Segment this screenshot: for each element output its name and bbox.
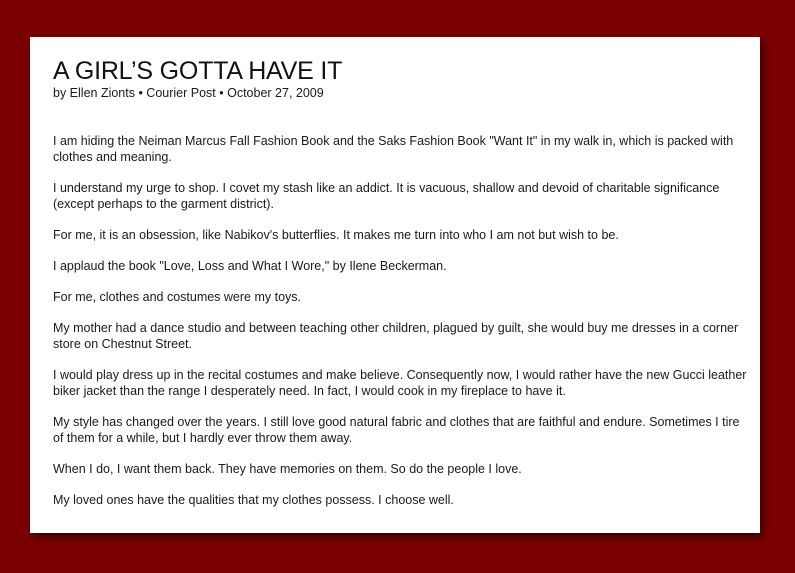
article-body: [53, 133, 752, 508]
article-paragraph: For me, it is an obsession, like Nabikov's butterflies. It makes me turn into who I am not but wish to be.: [53, 228, 619, 242]
article-paragraph: For me, clothes and costumes were my toys.: [53, 290, 302, 304]
article-card: [30, 37, 760, 533]
article-paragraph: I understand my urge to shop. I covet my stash like an addict. It is vacuous, shallow and devoid of charitable significance (except perhaps to the garment district).: [53, 181, 720, 211]
article-paragraph: My loved ones have the qualities that my clothes possess. I choose well.: [53, 493, 454, 507]
article-paragraph: My mother had a dance studio and between teaching other children, plagued by guilt, she would buy me dresses in a corner store on Chestnut Street.: [53, 321, 739, 351]
article-paragraph: My style has changed over the years. I still love good natural fabric and clothes that are faithful and endure. Sometimes I tire of them for a while, but I hardly ever throw them away.: [53, 415, 740, 445]
article-title: A GIRL’S GOTTA HAVE IT: [53, 57, 343, 85]
article-byline: by Ellen Zionts • Courier Post • October 27, 2009: [53, 86, 324, 100]
article-paragraph: I would play dress up in the recital costumes and make believe. Consequently now, I would rather have the new Gucci leather biker jacket than the range I desperately need. In fact, I would cook in my fireplace to have it.: [53, 368, 747, 398]
article-paragraph: I applaud the book "Love, Loss and What I Wore," by Ilene Beckerman.: [53, 259, 447, 273]
article-paragraph: When I do, I want them back. They have memories on them. So do the people I love.: [53, 462, 522, 476]
article-paragraph: I am hiding the Neiman Marcus Fall Fashion Book and the Saks Fashion Book "Want It" in my walk in, which is packed with clothes and meaning.: [53, 134, 734, 164]
